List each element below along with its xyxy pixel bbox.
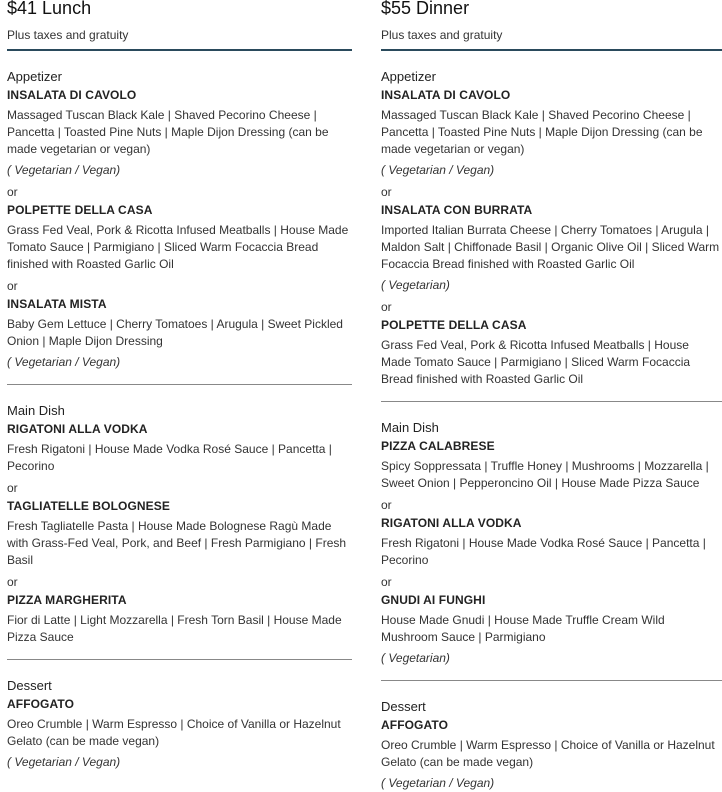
- lunch-menu-title: $41 Lunch: [7, 0, 92, 18]
- dietary-note: ( Vegetarian / Vegan): [7, 755, 121, 769]
- dish-name: INSALATA DI CAVOLO: [7, 88, 137, 102]
- or-separator: or: [7, 481, 18, 495]
- dish-name: RIGATONI ALLA VODKA: [7, 422, 148, 436]
- or-separator: or: [381, 498, 392, 512]
- dish-name: PIZZA MARGHERITA: [7, 593, 127, 607]
- dietary-note: ( Vegetarian): [381, 651, 450, 665]
- course-heading: Main Dish: [381, 420, 439, 435]
- or-separator: or: [7, 575, 18, 589]
- dietary-note: ( Vegetarian / Vegan): [7, 163, 121, 177]
- dinner-menu-title: $55 Dinner: [381, 0, 470, 18]
- lunch-menu-subtitle: Plus taxes and gratuity: [7, 28, 129, 42]
- dish-name: GNUDI AI FUNGHI: [381, 593, 486, 607]
- dish-description: Fresh Rigatoni | House Made Vodka Rosé Sauce | Pancetta | Pecorino: [381, 536, 706, 567]
- course-section: [7, 51, 352, 385]
- dish-name: INSALATA CON BURRATA: [381, 203, 533, 217]
- dish-description: Fior di Latte | Light Mozzarella | Fresh Torn Basil | House Made Pizza Sauce: [7, 613, 342, 644]
- dish-description: Grass Fed Veal, Pork & Ricotta Infused Meatballs | House Made Tomato Sauce | Parmigiano | Sliced Warm Focaccia Bread finished with Roasted Garlic Oil: [381, 338, 691, 386]
- dish-description: Spicy Soppressata | Truffle Honey | Mushrooms | Mozzarella | Sweet Onion | Pepperoncino Oil | House Made Pizza Sauce: [381, 459, 709, 490]
- dish-description: Oreo Crumble | Warm Espresso | Choice of Vanilla or Hazelnut Gelato (can be made vegan): [7, 717, 341, 748]
- course-heading: Appetizer: [7, 69, 62, 84]
- dish-description: Fresh Rigatoni | House Made Vodka Rosé Sauce | Pancetta | Pecorino: [7, 442, 332, 473]
- dish-description: Fresh Tagliatelle Pasta | House Made Bolognese Ragù Made with Grass-Fed Veal, Pork, and Beef | Fresh Parmigiano | Fresh Basil: [7, 519, 347, 567]
- dietary-note: ( Vegetarian / Vegan): [7, 355, 121, 369]
- or-separator: or: [7, 185, 18, 199]
- dish-name: PIZZA CALABRESE: [381, 439, 495, 453]
- dish-name: POLPETTE DELLA CASA: [7, 203, 153, 217]
- or-separator: or: [7, 279, 18, 293]
- dinner-menu-column: [381, 0, 722, 792]
- or-separator: or: [381, 185, 392, 199]
- dietary-note: ( Vegetarian / Vegan): [381, 776, 495, 790]
- dish-name: INSALATA DI CAVOLO: [381, 88, 511, 102]
- dish-name: TAGLIATELLE BOLOGNESE: [7, 499, 170, 513]
- course-section: [381, 681, 722, 792]
- course-heading: Main Dish: [7, 403, 65, 418]
- dish-description: Massaged Tuscan Black Kale | Shaved Pecorino Cheese | Pancetta | Toasted Pine Nuts | Maple Dijon Dressing (can be made vegetarian or vegan): [381, 108, 703, 156]
- dish-name: AFFOGATO: [7, 697, 75, 711]
- course-heading: Dessert: [7, 678, 52, 693]
- course-section: [381, 51, 722, 402]
- dish-name: INSALATA MISTA: [7, 297, 107, 311]
- course-section: [381, 402, 722, 681]
- dietary-note: ( Vegetarian / Vegan): [381, 163, 495, 177]
- lunch-menu-column: [7, 0, 352, 771]
- dish-description: Grass Fed Veal, Pork & Ricotta Infused Meatballs | House Made Tomato Sauce | Parmigiano | Sliced Warm Focaccia Bread finished with Roasted Garlic Oil: [7, 223, 349, 271]
- dinner-menu-subtitle: Plus taxes and gratuity: [381, 28, 503, 42]
- dish-description: Imported Italian Burrata Cheese | Cherry Tomatoes | Arugula | Maldon Salt | Chiffonade Basil | Organic Olive Oil | Sliced Warm Focaccia Bread finished with Roasted Garlic Oil: [381, 223, 720, 271]
- dish-description: House Made Gnudi | House Made Truffle Cream Wild Mushroom Sauce | Parmigiano: [381, 613, 665, 644]
- dietary-note: ( Vegetarian): [381, 278, 450, 292]
- dish-name: AFFOGATO: [381, 718, 449, 732]
- or-separator: or: [381, 300, 392, 314]
- dish-name: POLPETTE DELLA CASA: [381, 318, 527, 332]
- dish-description: Oreo Crumble | Warm Espresso | Choice of Vanilla or Hazelnut Gelato (can be made vegan): [381, 738, 715, 769]
- course-list: [381, 51, 722, 792]
- course-heading: Appetizer: [381, 69, 436, 84]
- course-section: [7, 660, 352, 771]
- dish-description: Baby Gem Lettuce | Cherry Tomatoes | Arugula | Sweet Pickled Onion | Maple Dijon Dressing: [7, 317, 343, 348]
- course-section: [7, 385, 352, 660]
- course-heading: Dessert: [381, 699, 426, 714]
- course-list: [7, 51, 352, 771]
- or-separator: or: [381, 575, 392, 589]
- dish-description: Massaged Tuscan Black Kale | Shaved Pecorino Cheese | Pancetta | Toasted Pine Nuts | Maple Dijon Dressing (can be made vegetarian or vegan): [7, 108, 329, 156]
- dish-name: RIGATONI ALLA VODKA: [381, 516, 522, 530]
